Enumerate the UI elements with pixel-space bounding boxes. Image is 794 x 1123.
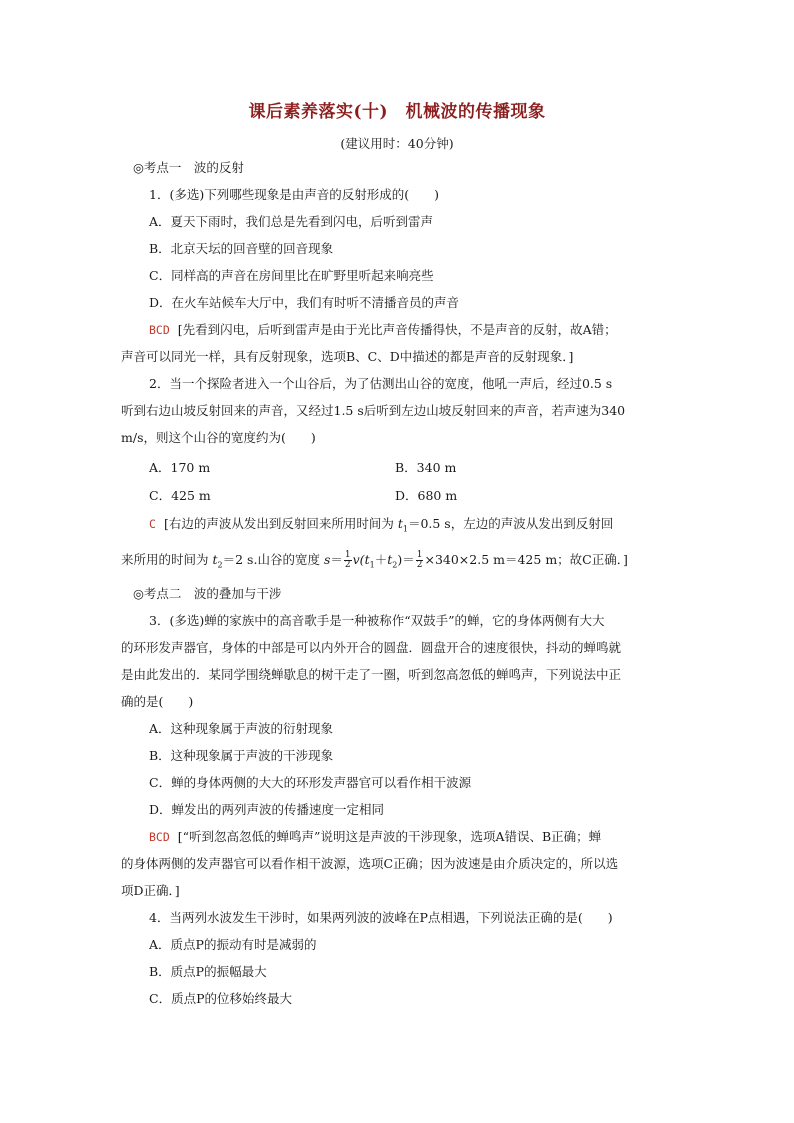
- question-3-explanation-line-3: 项D正确．]: [121, 883, 180, 898]
- question-4-stem: 4．当两列水波发生干涉时，如果两列波的波峰在P点相遇，下列说法正确的是( ): [149, 910, 613, 925]
- section-heading-reflection: ◎考点一 波的反射: [133, 160, 244, 175]
- question-1-stem: 1．(多选)下列哪些现象是由声音的反射形成的( ): [149, 187, 439, 202]
- suggested-time: (建议用时：40分钟): [340, 136, 454, 151]
- question-3-stem-line-2: 的环形发声器官，身体的中部是可以内外开合的圆盘．圆盘开合的速度很快，抖动的蝉鸣就: [121, 640, 622, 655]
- question-1-option-d: D．在火车站候车大厅中，我们有时听不清播音员的声音: [149, 295, 460, 310]
- question-2-option-d: D．680 m: [395, 488, 458, 503]
- fraction-one-half-second: $\frac{1}{2}$: [416, 550, 423, 570]
- question-2-explanation-line-2: 来所用的时间为 $t_2=2$ s.山谷的宽度 s＝ $\frac{1}{2}$ $v(t_1+t_2)=$ $\frac{1}{2}$ ×340×2.5 m＝425 m；故C正确．]: [121, 550, 628, 570]
- question-3-option-c: C．蝉的身体两侧的大大的环形发声器官可以看作相干波源: [149, 775, 472, 790]
- question-3-option-d: D．蝉发出的两列声波的传播速度一定相同: [149, 802, 385, 817]
- fraction-one-half: $\frac{1}{2}$: [344, 550, 351, 570]
- question-2-option-c: C．425 m: [149, 488, 211, 503]
- question-2-option-b: B．340 m: [395, 460, 457, 475]
- question-3-answer: BCD: [149, 830, 170, 844]
- question-2-stem-line-3: m/s，则这个山谷的宽度约为( ): [121, 430, 316, 445]
- question-1-explanation-line-1: BCD [先看到闪电，后听到雷声是由于光比声音传播得快，不是声音的反射，故A错；: [149, 322, 617, 337]
- question-4-option-b: B．质点P的振幅最大: [149, 964, 267, 979]
- question-3-option-a: A．这种现象属于声波的衍射现象: [149, 721, 334, 736]
- question-3-option-b: B．这种现象属于声波的干涉现象: [149, 748, 334, 763]
- question-1-option-b: B．北京天坛的回音壁的回音现象: [149, 241, 334, 256]
- question-4-option-c: C．质点P的位移始终最大: [149, 991, 292, 1006]
- question-3-stem-line-4: 确的是( ): [121, 694, 194, 709]
- section-heading-interference: ◎考点二 波的叠加与干涉: [133, 586, 282, 601]
- question-3-stem-line-3: 是由此发出的．某同学围绕蝉歇息的树干走了一圈，听到忽高忽低的蝉鸣声，下列说法中正: [121, 667, 622, 682]
- question-4-option-a: A．质点P的振动有时是减弱的: [149, 937, 317, 952]
- question-2-stem-line-1: 2．当一个探险者进入一个山谷后，为了估测出山谷的宽度，他吼一声后，经过0.5 s: [149, 376, 613, 391]
- question-1-option-c: C．同样高的声音在房间里比在旷野里听起来响亮些: [149, 268, 434, 283]
- question-2-option-a: A．170 m: [149, 460, 211, 475]
- question-3-stem-line-1: 3．(多选)蝉的家族中的高音歌手是一种被称作“双鼓手”的蝉，它的身体两侧有大大: [149, 613, 605, 628]
- question-3-explanation-line-1: BCD [“听到忽高忽低的蝉鸣声”说明这是声波的干涉现象，选项A错误、B正确；蝉: [149, 829, 602, 844]
- question-2-answer: C: [149, 517, 156, 531]
- question-1-answer: BCD: [149, 323, 170, 337]
- question-1-option-a: A．夏天下雨时，我们总是先看到闪电，后听到雷声: [149, 214, 434, 229]
- page-title: 课后素养落实(十) 机械波的传播现象: [248, 102, 546, 122]
- question-2-stem-line-2: 听到右边山坡反射回来的声音，又经过1.5 s后听到左边山坡反射回来的声音，若声速为340: [121, 403, 626, 418]
- question-3-explanation-line-2: 的身体两侧的发声器官可以看作相干波源，选项C正确；因为波速是由介质决定的，所以选: [121, 856, 619, 871]
- question-1-explanation-line-2: 声音可以同光一样，具有反射现象，选项B、C、D中描述的都是声音的反射现象．]: [121, 349, 574, 364]
- question-2-explanation-line-1: C [右边的声波从发出到反射回来所用时间为 $t_1=0.5$ s，左边的声波从发出到反射回: [149, 516, 614, 534]
